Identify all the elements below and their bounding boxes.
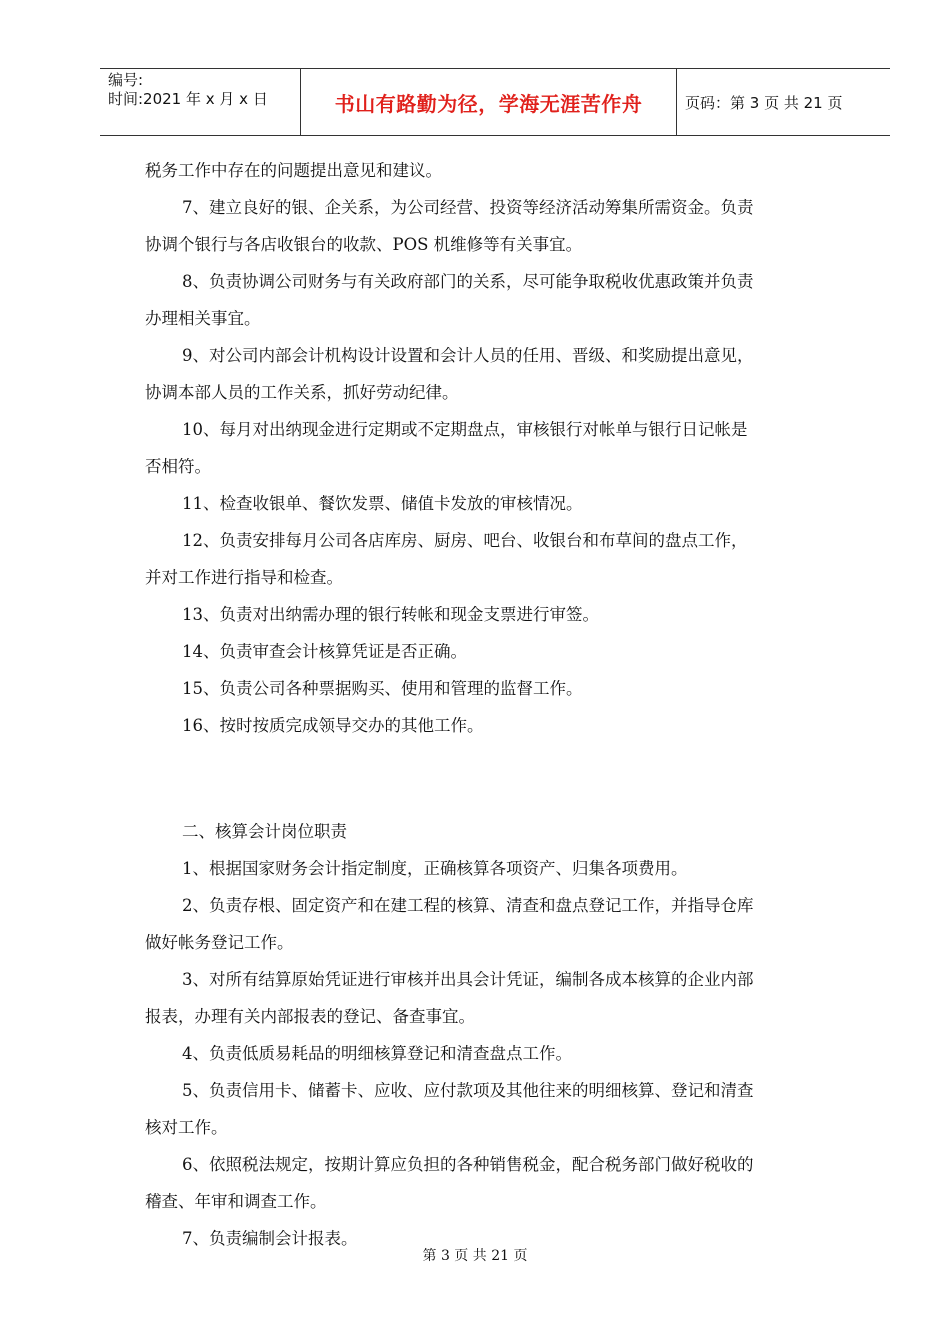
page-footer: 第 3 页 共 21 页: [422, 1248, 528, 1264]
document-body: [145, 152, 845, 1257]
document-number-label: 编号:: [108, 71, 144, 89]
paragraph-line: 做好帐务登记工作。: [145, 933, 294, 952]
paragraph-line: 7、建立良好的银、企关系，为公司经营、投资等经济活动筹集所需资金。负责: [182, 198, 754, 217]
paragraph-line: 13、负责对出纳需办理的银行转帐和现金支票进行审签。: [182, 605, 599, 624]
paragraph-line: 8、负责协调公司财务与有关政府部门的关系，尽可能争取税收优惠政策并负责: [182, 272, 754, 291]
paragraph-line: 12、负责安排每月公司各店库房、厨房、吧台、收银台和布草间的盘点工作，: [182, 531, 748, 550]
paragraph-line: 办理相关事宜。: [145, 309, 261, 328]
paragraph-line: 5、负责信用卡、储蓄卡、应收、应付款项及其他往来的明细核算、登记和清查: [182, 1081, 754, 1100]
paragraph-line: 7、负责编制会计报表。: [182, 1229, 358, 1248]
header-motto: 书山有路勤为径，学海无涯苦作舟: [301, 69, 677, 135]
paragraph-spacer: [145, 760, 845, 797]
header-page-code: 页码：第 3 页 共 21 页: [685, 93, 843, 112]
paragraph-line: 6、依照税法规定，按期计算应负担的各种销售税金，配合税务部门做好税收的: [182, 1155, 754, 1174]
paragraph-line: 否相符。: [145, 457, 211, 476]
paragraph-line: 报表，办理有关内部报表的登记、备查事宜。: [145, 1007, 475, 1026]
paragraph-line: 税务工作中存在的问题提出意见和建议。: [145, 161, 442, 180]
paragraph-line: 10、每月对出纳现金进行定期或不定期盘点，审核银行对帐单与银行日记帐是: [182, 420, 748, 439]
paragraph-line: 1、根据国家财务会计指定制度，正确核算各项资产、归集各项费用。: [182, 859, 688, 878]
document-header: [100, 68, 890, 136]
paragraph-line: 协调个银行与各店收银台的收款、POS 机维修等有关事宜。: [145, 235, 583, 254]
paragraph-line: 并对工作进行指导和检查。: [145, 568, 343, 587]
paragraph-line: 4、负责低质易耗品的明细核算登记和清查盘点工作。: [182, 1044, 572, 1063]
paragraph-line: 协调本部人员的工作关系，抓好劳动纪律。: [145, 383, 459, 402]
paragraph-line: 15、负责公司各种票据购买、使用和管理的监督工作。: [182, 679, 583, 698]
paragraph-line: 核对工作。: [145, 1118, 228, 1137]
paragraph-line: 14、负责审查会计核算凭证是否正确。: [182, 642, 467, 661]
header-meta-cell: [100, 69, 301, 135]
paragraph-line: 稽查、年审和调查工作。: [145, 1192, 327, 1211]
document-date-label: 时间:2021 年 x 月 x 日: [108, 90, 268, 108]
paragraph-line: 16、按时按质完成领导交办的其他工作。: [182, 716, 484, 735]
paragraph-line: 11、检查收银单、餐饮发票、储值卡发放的审核情况。: [182, 494, 583, 513]
paragraph-line: 2、负责存根、固定资产和在建工程的核算、清查和盘点登记工作，并指导仓库: [182, 896, 754, 915]
paragraph-line: 二、核算会计岗位职责: [182, 822, 347, 841]
paragraph-line: 9、对公司内部会计机构设计设置和会计人员的任用、晋级、和奖励提出意见，: [182, 346, 754, 365]
paragraph-line: 3、对所有结算原始凭证进行审核并出具会计凭证，编制各成本核算的企业内部: [182, 970, 754, 989]
